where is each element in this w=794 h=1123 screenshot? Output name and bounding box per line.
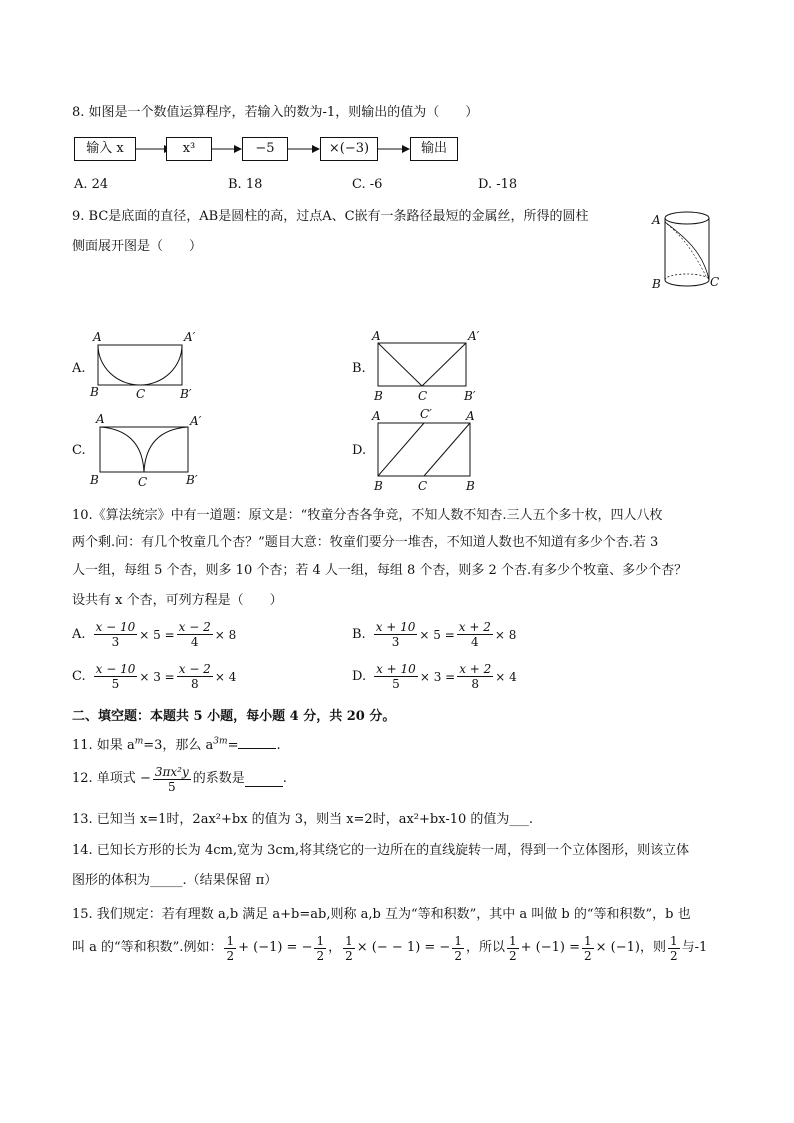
q10-option-b: B. $\frac{x + 10}{3}$ × 5 = $\frac{x + 2}{4}$ × 8	[352, 620, 517, 649]
flow-input-box: 输入 x	[74, 137, 136, 161]
q9-stem-line1: 9. BC是底面的直径，AB是圆柱的高，过点A、C嵌有一条路径最短的金属丝，所得的圆柱	[72, 209, 589, 224]
q9-diagram-d	[366, 406, 486, 492]
q10-option-a-label: A.	[72, 627, 86, 642]
q10-line1: 10.《算法统宗》中有一道题：原文是：“牧童分杏各争竞，不知人数不知杏.三人五个多十枚，四人八枚	[72, 508, 663, 523]
diag-b-label-b-prime: B′	[464, 389, 476, 403]
diag-a-label-b-prime: B′	[180, 387, 192, 401]
fraction: $\frac{1}{2}$	[345, 933, 353, 963]
fraction: $\frac{1}{2}$	[316, 933, 325, 963]
q14-line2: 图形的体积为_____.（结果保留 π）	[72, 873, 278, 888]
diag-d-label-b1: B	[374, 479, 383, 492]
q10-option-d-label: D.	[352, 669, 367, 684]
q9-option-d-label: D.	[352, 443, 367, 458]
q9-option-b-label: B.	[352, 361, 366, 376]
q8-option-d: D. -18	[478, 177, 518, 192]
answer-blank[interactable]	[238, 748, 276, 749]
flow-output-box: 输出	[410, 137, 458, 161]
diag-d-label-c: C	[418, 479, 428, 492]
q12: 12. 单项式 − $\frac{\text{3πx²y}}{5}$ 的系数是 .	[72, 764, 287, 794]
fraction: $\frac{1}{2}$	[226, 933, 235, 963]
q10-line3: 人一组，每组 5 个杏，则多 10 个杏；若 4 人一组，每组 8 个杏，则多 2 个杏.有多少个牧童、多少个杏？	[72, 563, 688, 578]
q9-option-c-label: C.	[72, 443, 86, 458]
q9-diagram-b	[366, 328, 486, 404]
diag-c-label-b: B	[90, 473, 99, 487]
diag-b-label-a: A	[372, 329, 381, 343]
q8-option-b: B. 18	[228, 177, 263, 192]
cylinder-label-b: B	[652, 277, 661, 291]
diag-d-label-a2: A	[466, 409, 475, 423]
fraction: $\frac{\text{3πx²y}}{5}$	[154, 764, 189, 794]
diag-a-label-a: A	[93, 330, 102, 344]
cylinder-label-c: C	[710, 275, 720, 289]
diag-c-label-a: A	[96, 412, 105, 426]
fraction: $\frac{x + 10}{5}$	[376, 662, 416, 691]
diag-d-label-c-prime: C′	[420, 407, 432, 421]
diag-c-label-a-prime: A′	[190, 414, 202, 428]
fraction: $\frac{x - 2}{4}$	[178, 620, 211, 649]
q10-option-a: A. $\frac{x - 10}{3}$ × 5 = $\frac{x - 2}{4}$ × 8	[72, 620, 237, 649]
flow-minus5-box: −5	[242, 137, 288, 161]
fraction: $\frac{1}{2}$	[583, 933, 592, 963]
fraction: $\frac{x + 2}{4}$	[458, 620, 491, 649]
q10-line2: 两个剩.问：有几个牧童几个杏？”题目大意：牧童们要分一堆杏，不知道人数也不知道有多少个杏.若 3	[72, 535, 659, 550]
diag-a-label-a-prime: A′	[184, 330, 196, 344]
diag-a-label-c: C	[136, 387, 146, 401]
fraction: $\frac{x + 10}{3}$	[375, 620, 416, 649]
answer-blank[interactable]	[245, 772, 283, 787]
fraction: $\frac{1}{2}$	[508, 933, 517, 963]
diag-d-label-b2: B	[466, 479, 475, 492]
q10-option-c-label: C.	[72, 669, 86, 684]
diag-b-label-b: B	[374, 389, 383, 403]
diag-b-label-a-prime: A′	[468, 329, 480, 343]
q9-diagram-a	[86, 328, 206, 404]
q9-diagram-c	[86, 410, 206, 490]
q10-option-b-label: B.	[352, 627, 366, 642]
fraction: $\frac{x - 10}{5}$	[95, 662, 136, 691]
diag-c-label-c: C	[138, 475, 148, 489]
flow-cube-box: x³	[166, 137, 212, 161]
q9-stem-line2: 侧面展开图是（ ）	[72, 239, 203, 254]
fraction: $\frac{x + 2}{8}$	[459, 662, 492, 691]
fraction: $\frac{1}{2}$	[454, 933, 462, 963]
q14-line1: 14. 已知长方形的长为 4cm,宽为 3cm,将其绕它的一边所在的直线旋转一周，得到一个立体图形，则该立体	[72, 843, 690, 858]
q11: 11. 如果 $a^m=3$，那么 $a^{3m}=$ .	[72, 736, 281, 753]
q10-option-c: C. $\frac{x - 10}{5}$ × 3 = $\frac{x - 2}{8}$ × 4	[72, 662, 237, 691]
fraction: $\frac{x - 10}{3}$	[95, 620, 136, 649]
q10-option-d: D. $\frac{x + 10}{5}$ × 3 = $\frac{x + 2}{8}$ × 4	[352, 662, 517, 691]
q8-option-a: A. 24	[74, 177, 109, 192]
section-2-heading: 二、填空题：本题共 5 小题，每小题 4 分，共 20 分。	[72, 709, 396, 724]
diag-a-label-b: B	[90, 385, 99, 399]
q15-line1: 15. 我们规定：若有理数 a,b 满足 a+b=ab,则称 a,b 互为“等和积数”，其中 a 叫做 b 的“等和积数”，b 也	[72, 907, 691, 922]
diag-d-label-a1: A	[372, 409, 381, 423]
q8-option-c: C. -6	[352, 177, 383, 192]
q10-line4: 设共有 x 个杏，可列方程是（ ）	[72, 593, 283, 608]
cylinder-label-a: A	[652, 213, 661, 227]
fraction: $\frac{1}{2}$	[669, 933, 678, 963]
diag-c-label-b-prime: B′	[186, 473, 198, 487]
q15-line2: 叫 a 的“等和积数”.例如： $\frac{1}{2}$ + (−1) = − $\frac{1}{2}$ ， $\frac{1}{2}$ × (− − 1) = − $\frac{1}{2}$ ，所以 $\frac{1}{2}$ + (−1) = $\frac{1}{2}$ × (−1)，则 $\frac{1}{2}$ 与-1	[72, 933, 708, 963]
fraction: $\frac{x - 2}{8}$	[178, 662, 211, 691]
q9-option-a-label: A.	[72, 361, 86, 376]
q13: 13. 已知当 x=1时，2ax²+bx 的值为 3，则当 x=2时，ax²+bx-10 的值为___.	[72, 812, 534, 827]
cylinder-figure	[648, 206, 728, 296]
diag-b-label-c: C	[418, 389, 428, 403]
flow-times-neg3-box: ×(−3)	[320, 137, 378, 161]
q8-stem: 8. 如图是一个数值运算程序，若输入的数为-1，则输出的值为（ ）	[72, 105, 479, 120]
